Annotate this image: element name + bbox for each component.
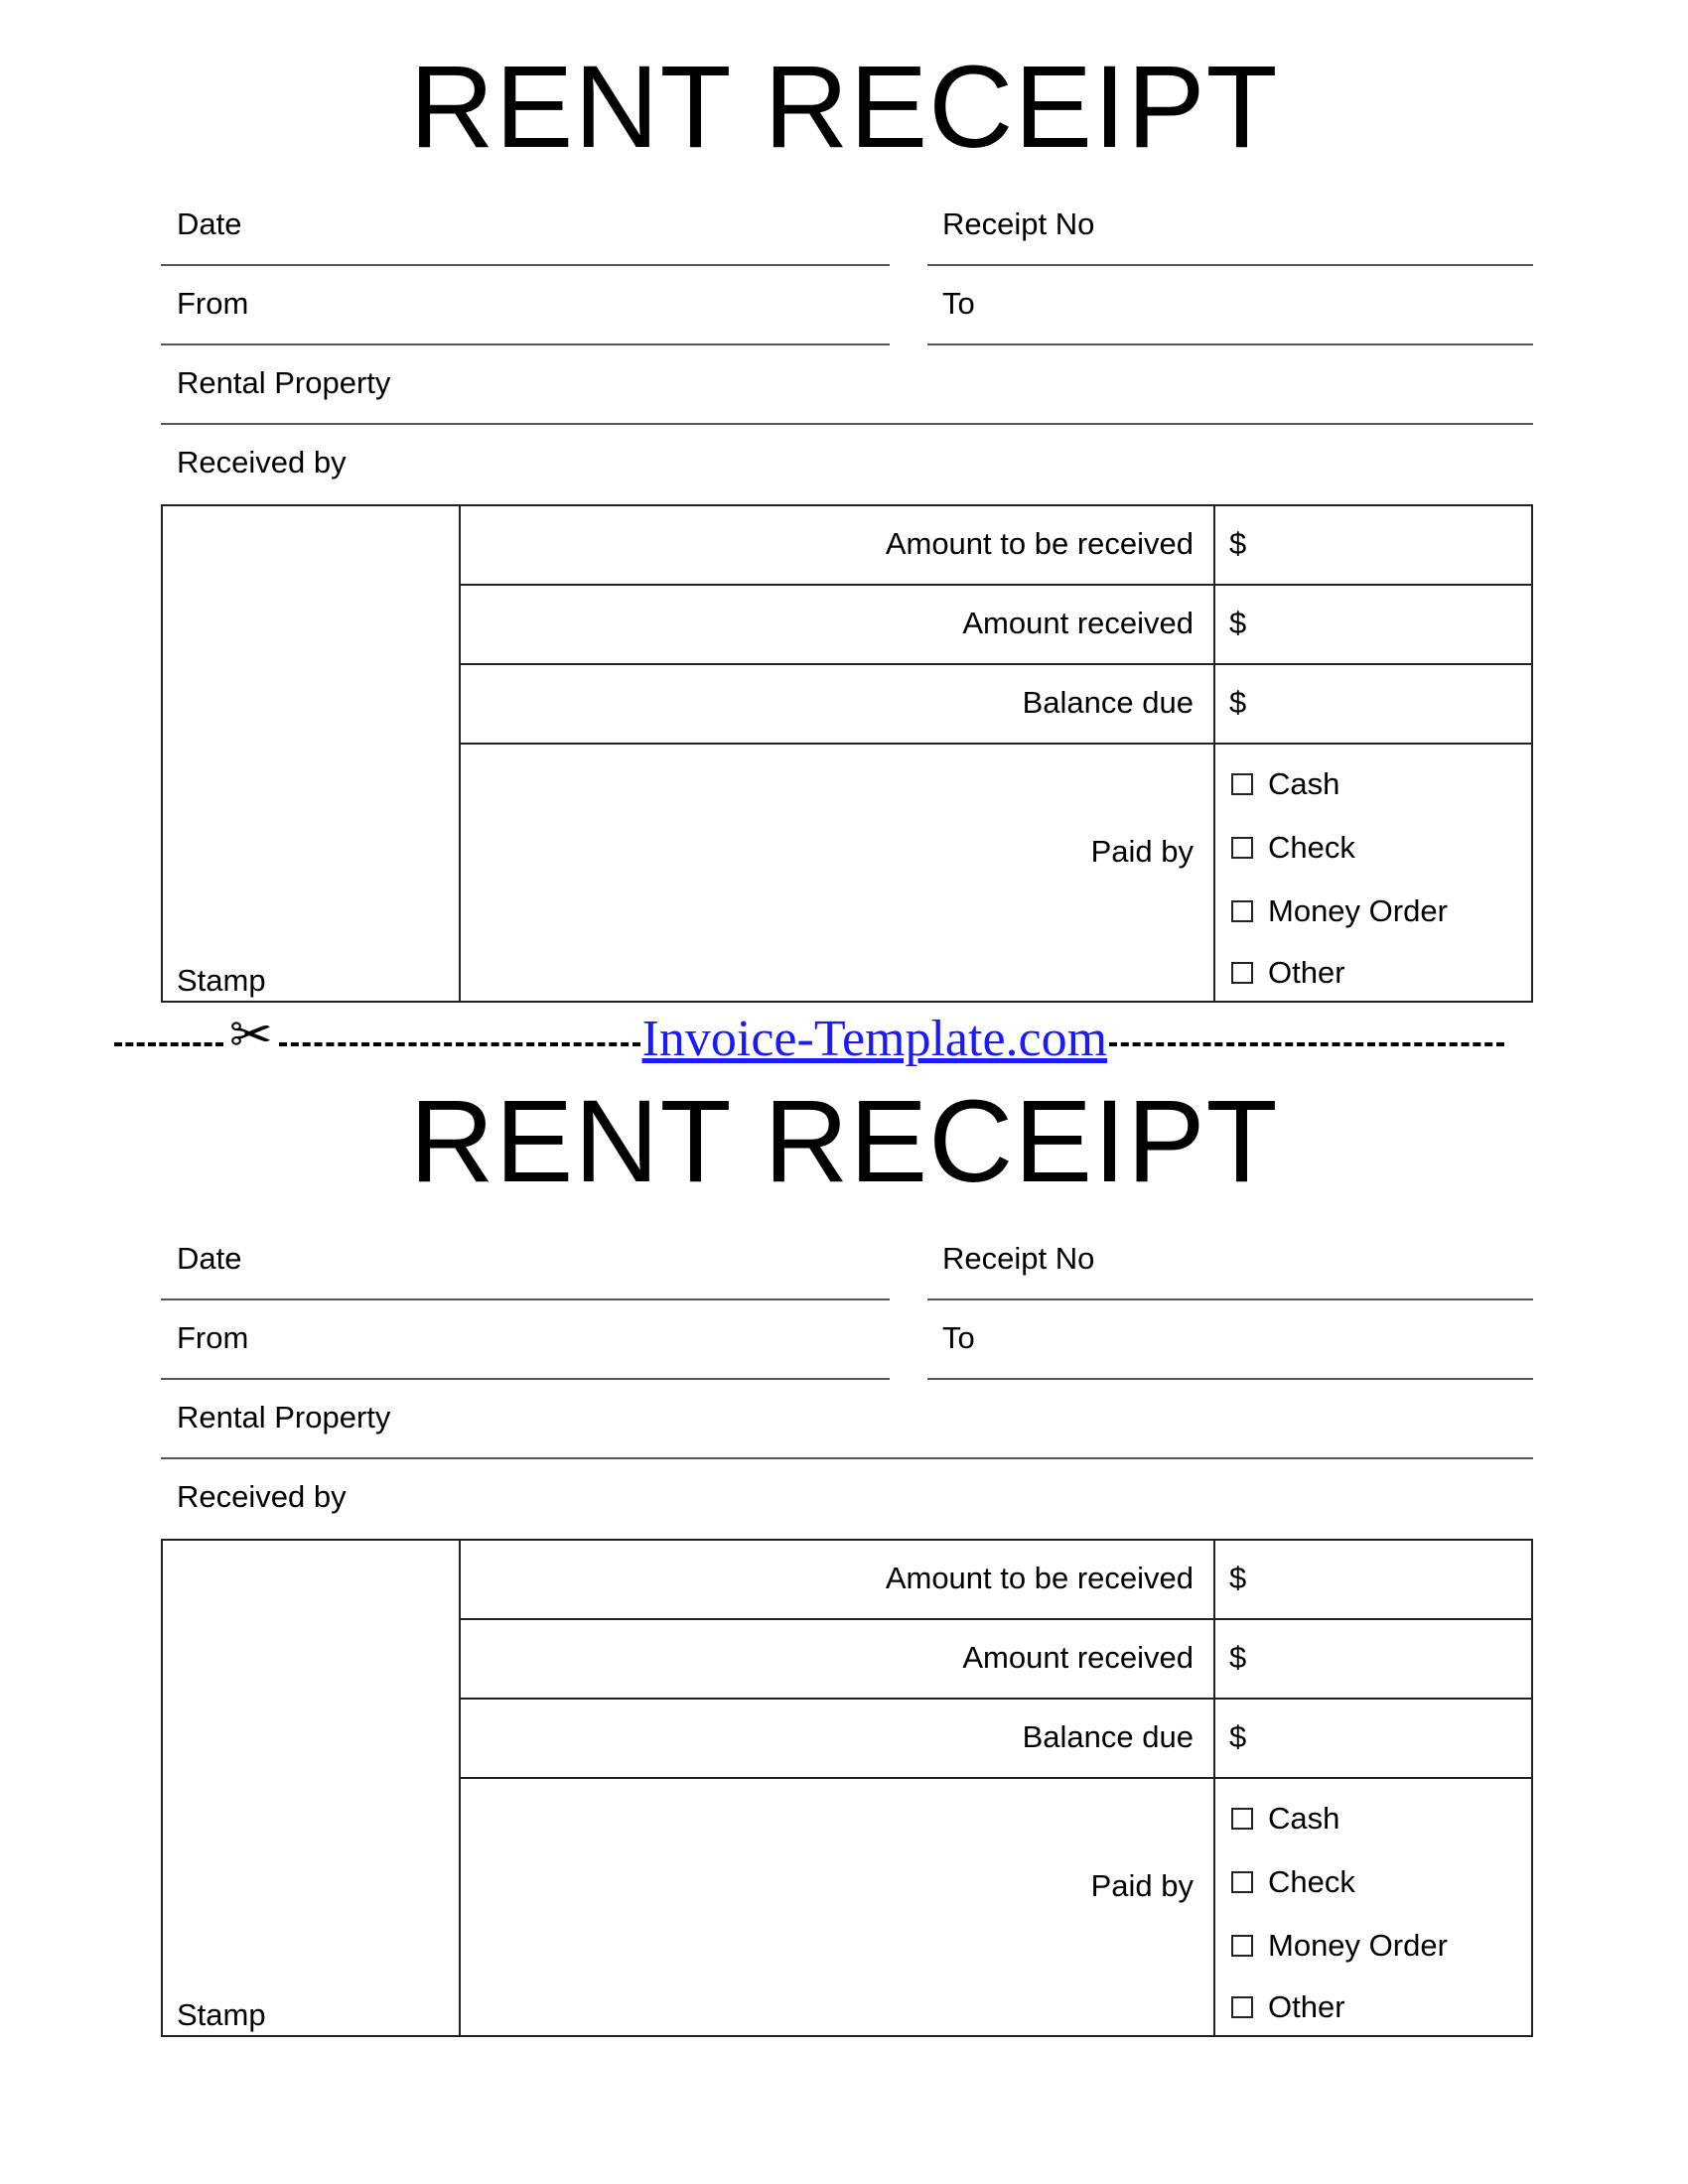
row-divider bbox=[459, 663, 1531, 665]
row-divider bbox=[459, 1777, 1531, 1779]
option-label: Cash bbox=[1268, 1801, 1340, 1836]
stamp-divider bbox=[459, 1541, 461, 2035]
date-label: Date bbox=[177, 1241, 242, 1276]
stamp-label: Stamp bbox=[177, 1997, 266, 2032]
value-divider bbox=[1213, 1541, 1215, 2035]
checkbox[interactable] bbox=[1231, 837, 1253, 859]
rental-property-line[interactable] bbox=[161, 1457, 1533, 1459]
payment-option-check[interactable] bbox=[1231, 1864, 1355, 1900]
payment-option-cash[interactable] bbox=[1231, 1801, 1339, 1837]
amount-to-be-received-currency: $ bbox=[1229, 526, 1247, 561]
amount-table bbox=[161, 504, 1533, 1003]
amount-received-currency: $ bbox=[1229, 1640, 1247, 1675]
checkbox[interactable] bbox=[1231, 1935, 1253, 1957]
option-label: Other bbox=[1268, 955, 1345, 990]
stamp-label: Stamp bbox=[177, 963, 266, 998]
amount-received-field[interactable] bbox=[1255, 1624, 1523, 1696]
amount-table bbox=[161, 1539, 1533, 2037]
balance-due-currency: $ bbox=[1229, 1719, 1247, 1754]
rent-receipt-2 bbox=[0, 1034, 1688, 2037]
row-divider bbox=[459, 584, 1531, 586]
payment-option-check[interactable] bbox=[1231, 830, 1355, 866]
option-label: Money Order bbox=[1268, 893, 1448, 928]
payment-option-money-order[interactable] bbox=[1231, 893, 1448, 929]
stamp-area[interactable] bbox=[163, 1541, 459, 1992]
amount-to-be-received-currency: $ bbox=[1229, 1561, 1247, 1595]
receipt-no-line[interactable] bbox=[927, 1298, 1533, 1300]
amount-to-be-received-field[interactable] bbox=[1255, 1545, 1523, 1616]
balance-due-field[interactable] bbox=[1255, 1704, 1523, 1775]
option-label: Cash bbox=[1268, 766, 1340, 801]
receipt-no-line[interactable] bbox=[927, 264, 1533, 266]
receipt-no-label: Receipt No bbox=[942, 1241, 1095, 1276]
checkbox[interactable] bbox=[1231, 1996, 1253, 2018]
paid-by-label: Paid by bbox=[1090, 1868, 1194, 1903]
received-by-label: Received by bbox=[177, 1479, 347, 1514]
rental-property-label: Rental Property bbox=[177, 365, 391, 400]
invoice-template-link[interactable]: Invoice-Template.com bbox=[641, 1010, 1108, 1067]
to-line[interactable] bbox=[927, 1378, 1533, 1380]
to-line[interactable] bbox=[927, 343, 1533, 345]
payment-option-cash[interactable] bbox=[1231, 766, 1339, 802]
option-label: Money Order bbox=[1268, 1928, 1448, 1963]
amount-to-be-received-label: Amount to be received bbox=[885, 526, 1194, 561]
balance-due-label: Balance due bbox=[1022, 1719, 1194, 1754]
from-line[interactable] bbox=[161, 343, 890, 345]
scissors-icon: ✂ bbox=[229, 1008, 273, 1064]
receipt-no-label: Receipt No bbox=[942, 206, 1095, 241]
checkbox[interactable] bbox=[1231, 1871, 1253, 1893]
from-label: From bbox=[177, 1320, 249, 1355]
rent-receipt-1 bbox=[0, 0, 1688, 1003]
checkbox[interactable] bbox=[1231, 1808, 1253, 1830]
amount-received-field[interactable] bbox=[1255, 590, 1523, 661]
to-label: To bbox=[942, 1320, 975, 1355]
option-label: Check bbox=[1268, 1864, 1355, 1899]
paid-by-label: Paid by bbox=[1090, 834, 1194, 869]
from-line[interactable] bbox=[161, 1378, 890, 1380]
to-label: To bbox=[942, 286, 975, 321]
row-divider bbox=[459, 1618, 1531, 1620]
received-by-label: Received by bbox=[177, 445, 347, 479]
row-divider bbox=[459, 743, 1531, 745]
amount-received-label: Amount received bbox=[962, 1640, 1194, 1675]
from-label: From bbox=[177, 286, 249, 321]
row-divider bbox=[459, 1698, 1531, 1700]
payment-option-other[interactable] bbox=[1231, 955, 1345, 991]
option-label: Other bbox=[1268, 1989, 1345, 2024]
payment-option-money-order[interactable] bbox=[1231, 1928, 1448, 1964]
date-line[interactable] bbox=[161, 264, 890, 266]
checkbox[interactable] bbox=[1231, 962, 1253, 984]
stamp-area[interactable] bbox=[163, 506, 459, 958]
checkbox[interactable] bbox=[1231, 773, 1253, 795]
rental-property-label: Rental Property bbox=[177, 1400, 391, 1434]
balance-due-field[interactable] bbox=[1255, 669, 1523, 741]
value-divider bbox=[1213, 506, 1215, 1001]
amount-to-be-received-label: Amount to be received bbox=[885, 1561, 1194, 1595]
balance-due-currency: $ bbox=[1229, 685, 1247, 720]
payment-option-other[interactable] bbox=[1231, 1989, 1345, 2025]
amount-received-label: Amount received bbox=[962, 606, 1194, 640]
stamp-divider bbox=[459, 506, 461, 1001]
date-label: Date bbox=[177, 206, 242, 241]
amount-received-currency: $ bbox=[1229, 606, 1247, 640]
date-line[interactable] bbox=[161, 1298, 890, 1300]
receipt-title: RENT RECEIPT bbox=[409, 1076, 1279, 1207]
rental-property-line[interactable] bbox=[161, 423, 1533, 425]
balance-due-label: Balance due bbox=[1022, 685, 1194, 720]
amount-to-be-received-field[interactable] bbox=[1255, 510, 1523, 582]
receipt-title: RENT RECEIPT bbox=[409, 42, 1279, 173]
checkbox[interactable] bbox=[1231, 900, 1253, 922]
option-label: Check bbox=[1268, 830, 1355, 865]
